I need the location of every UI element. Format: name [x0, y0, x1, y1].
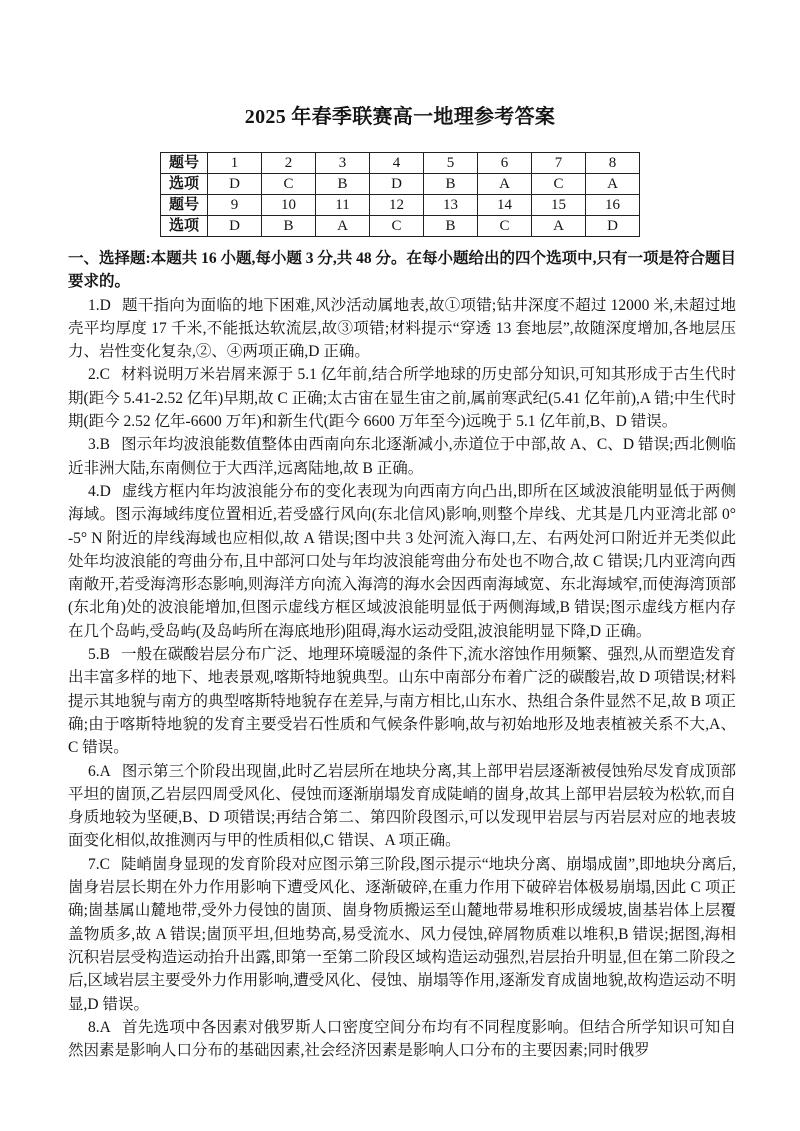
question-number-cell: 9: [208, 195, 262, 216]
answer-option-cell: D: [208, 216, 262, 237]
answer-option-cell: A: [316, 216, 370, 237]
explanation-1: [68, 294, 736, 364]
question-number-cell: 7: [532, 153, 586, 174]
explanation-text: 陡峭崮身显现的发育阶段对应图示第三阶段,图示提示“地块分离、崩塌成崮”,即地块分离后,崮身岩层长期在外力作用影响下遭受风化、逐渐破碎,在重力作用下破碎岩体极易崩塌,因此 C 项正确;崮基属山麓地带,受外力侵蚀的崮顶、崮身物质搬运至山麓地带易堆积形成缓坡,崮基岩体上层覆盖物质多,故 A 错误;崮顶平坦,但地势高,易受流水、风力侵蚀,碎屑物质难以堆积,B 错误;据图,海相沉积岩层受构造运动抬升出露,即第一至第二阶段区域构造运动强烈,岩层抬升明显,但在第二阶段之后,区域岩层主要受外力作用影响,遭受风化、侵蚀、崩塌等作用,逐渐发育成崮地貌,故构造运动不明显,D 错误。: [68, 855, 736, 1013]
explanation-text: 虚线方框内年均波浪能分布的变化表现为向西南方向凸出,即所在区域波浪能明显低于两侧海域。图示海域纬度位置相近,若受盛行风向(东北信风)影响,则整个岸线、尤其是几内亚湾北部 0° -5° N 附近的岸线海域也应相似,故 A 错误;图中共 3 处河流入海口,左、右两处河口附近并无类似此处年均波浪能的弯曲分布,且中部河口处与年均波浪能弯曲分布处也不吻合,故 C 错误;几内亚湾向西南敞开,若受海湾形态影响,则海洋方向流入海湾的海水会因西南海域宽、东北海域窄,而使海湾顶部(东北角)处的波浪能增加,但图示虚线方框区域波浪能明显低于两侧海域,B 错误;图示虚线方框内存在几个岛屿,受岛屿(及岛屿所在海底地形)阻碍,海水运动受阻,波浪能明显下降,D 正确。: [68, 482, 736, 640]
answer-option-cell: C: [532, 174, 586, 195]
explanation-text: 一般在碳酸岩层分布广泛、地理环境暖湿的条件下,流水溶蚀作用频繁、强烈,从而塑造发育出丰富多样的地下、地表景观,喀斯特地貌典型。山东中南部分布着广泛的碳酸岩,故 D 项错误;材料提示其地貌与南方的典型喀斯特地貌存在差异,与南方相比,山东水、热组合条件显然不足,故 B 项正确;由于喀斯特地貌的发育主要受岩石性质和气候条件影响,故与初始地形及地表植被关系不大,A、C 错误。: [68, 646, 736, 757]
explanation-text: 图示第三个阶段出现崮,此时乙岩层所在地块分离,其上部甲岩层逐渐被侵蚀殆尽发育成顶部平坦的崮顶,乙岩层四周受风化、侵蚀而逐渐崩塌发育成陡峭的崮身,故其上部甲岩层较为松软,而自身质地较为坚硬,B、D 项错误;再结合第二、第四阶段图示,可以发现甲岩层与丙岩层对应的地表坡面变化相似,故推测丙与甲的性质相似,C 错误、A 项正确。: [68, 762, 736, 850]
answer-option-cell: D: [370, 174, 424, 195]
answer-label: 5.B: [88, 646, 110, 664]
answer-option-cell: D: [208, 174, 262, 195]
page-title: 2025 年春季联赛高一地理参考答案: [244, 106, 556, 128]
answer-table: [160, 152, 640, 237]
row-header-cell: 题号: [161, 153, 208, 174]
question-number-cell: 13: [424, 195, 478, 216]
row-header-cell: 题号: [161, 195, 208, 216]
answer-option-cell: A: [586, 174, 640, 195]
answer-label: 6.A: [88, 762, 111, 780]
question-number-cell: 16: [586, 195, 640, 216]
question-number-cell: 15: [532, 195, 586, 216]
question-number-cell: 2: [262, 153, 316, 174]
answer-table-row: [161, 195, 640, 216]
answer-explanations: [68, 247, 736, 1062]
section-heading: 一、选择题:本题共 16 小题,每小题 3 分,共 48 分。在每小题给出的四个选项中,只有一项是符合题目要求的。: [68, 250, 736, 291]
answer-option-cell: A: [478, 174, 532, 195]
explanation-4: [68, 480, 736, 643]
explanation-text: 图示年均波浪能数值整体由西南向东北逐渐减小,赤道位于中部,故 A、C、D 错误;西北侧临近非洲大陆,东南侧位于大西洋,远离陆地,故 B 正确。: [68, 436, 736, 477]
explanation-2: [68, 363, 736, 433]
explanation-8: [68, 1016, 736, 1063]
explanation-3: [68, 433, 736, 480]
question-number-cell: 10: [262, 195, 316, 216]
question-number-cell: 14: [478, 195, 532, 216]
question-number-cell: 6: [478, 153, 532, 174]
answer-option-cell: B: [424, 174, 478, 195]
answer-label: 1.D: [88, 296, 111, 314]
answer-table-row: [161, 174, 640, 195]
row-header-cell: 选项: [161, 174, 208, 195]
question-number-cell: 3: [316, 153, 370, 174]
explanation-text: 题干指向为面临的地下困难,风沙活动属地表,故①项错;钻井深度不超过 12000 米,未超过地壳平均厚度 17 千米,不能抵达软流层,故③项错;材料提示“穿透 13 套地层”,故随深度增加,各地层压力、岩性变化复杂,②、④两项正确,D 正确。: [68, 296, 736, 361]
answer-option-cell: B: [316, 174, 370, 195]
answer-option-cell: C: [262, 174, 316, 195]
answer-option-cell: B: [262, 216, 316, 237]
answer-label: 7.C: [88, 855, 110, 873]
answer-option-cell: A: [532, 216, 586, 237]
question-number-cell: 4: [370, 153, 424, 174]
answer-option-cell: C: [370, 216, 424, 237]
question-number-cell: 1: [208, 153, 262, 174]
explanation-text: 首先选项中各因素对俄罗斯人口密度空间分布均有不同程度影响。但结合所学知识可知自然因素是影响人口分布的基础因素,社会经济因素是影响人口分布的主要因素;同时俄罗: [68, 1018, 736, 1060]
answer-table-row: [161, 216, 640, 237]
explanation-text: 材料说明万米岩屑来源于 5.1 亿年前,结合所学地球的历史部分知识,可知其形成于古生代时期(距今 5.41-2.52 亿年)早期,故 C 正确;太古宙在显生宙之前,属前寒武纪(5.41 亿年前),A 错;中生代时期(距今 2.52 亿年-6600 万年)和新生代(距今 6600 万年至今)远晚于 5.1 亿年前,B、D 错误。: [68, 366, 736, 431]
explanation-5: [68, 643, 736, 759]
question-number-cell: 5: [424, 153, 478, 174]
answer-label: 8.A: [88, 1018, 111, 1036]
answer-option-cell: D: [586, 216, 640, 237]
answer-option-cell: B: [424, 216, 478, 237]
explanation-7: [68, 853, 736, 1016]
explanation-6: [68, 760, 736, 853]
answer-label: 4.D: [88, 482, 111, 500]
question-number-cell: 12: [370, 195, 424, 216]
row-header-cell: 选项: [161, 216, 208, 237]
answer-label: 3.B: [88, 436, 110, 454]
answer-option-cell: C: [478, 216, 532, 237]
answer-label: 2.C: [88, 366, 110, 384]
answer-table-row: [161, 153, 640, 174]
question-number-cell: 11: [316, 195, 370, 216]
question-number-cell: 8: [586, 153, 640, 174]
